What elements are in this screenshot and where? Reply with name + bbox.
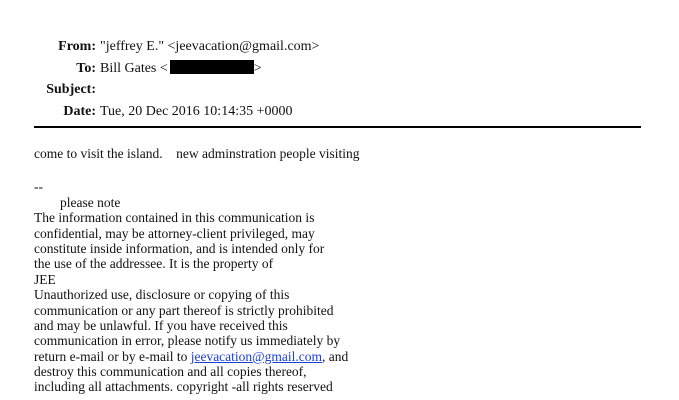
from-value: "jeffrey E." <jeevacation@gmail.com> [100, 39, 320, 54]
email-header [0, 36, 679, 122]
spacer [34, 161, 594, 179]
disclaimer-line: The information contained in this communication is [34, 210, 315, 226]
return-email-line [34, 349, 594, 364]
email-body [34, 146, 594, 395]
return-line-suffix: , and [321, 348, 349, 364]
to-close: > [253, 60, 262, 76]
disclaimer-line: communication or any part thereof is strictly prohibited [34, 302, 334, 318]
date-label: Date: [63, 103, 96, 119]
from-label: From: [58, 39, 96, 54]
subject-label: Subject: [46, 82, 96, 97]
disclaimer-line: constitute inside information, and is intended only for [34, 240, 325, 256]
redaction-bar [170, 60, 254, 74]
disclaimer-line: including all attachments. copyright -all rights reserved [34, 379, 333, 395]
date-row [0, 101, 679, 123]
disclaimer-line: destroy this communication and all copies thereof, [34, 364, 307, 380]
subject-row [0, 79, 679, 101]
to-row [0, 58, 679, 80]
disclaimer-line: and may be unlawful. If you have received this [34, 317, 288, 333]
email-link[interactable]: jeevacation@gmail.com [190, 348, 322, 364]
disclaimer-line: JEE [34, 271, 56, 287]
disclaimer-line: the use of the addressee. It is the property of [34, 256, 274, 272]
to-label: To: [76, 60, 96, 76]
disclaimer-line: communication in error, please notify us immediately by [34, 333, 341, 349]
to-value [100, 58, 262, 80]
from-row [0, 36, 679, 58]
disclaimer-line: Unauthorized use, disclosure or copying of this [34, 287, 290, 303]
disclaimer-line: confidential, may be attorney-client privileged, may [34, 225, 315, 241]
return-line-prefix: return e-mail or by e-mail to [34, 348, 191, 364]
please-note: please note [60, 194, 121, 210]
signature-separator: -- [34, 179, 43, 195]
header-divider [34, 126, 641, 128]
date-value: Tue, 20 Dec 2016 10:14:35 +0000 [100, 103, 293, 119]
message-text: come to visit the island. new adminstration people visiting [34, 146, 360, 161]
to-name: Bill Gates < [100, 60, 168, 76]
